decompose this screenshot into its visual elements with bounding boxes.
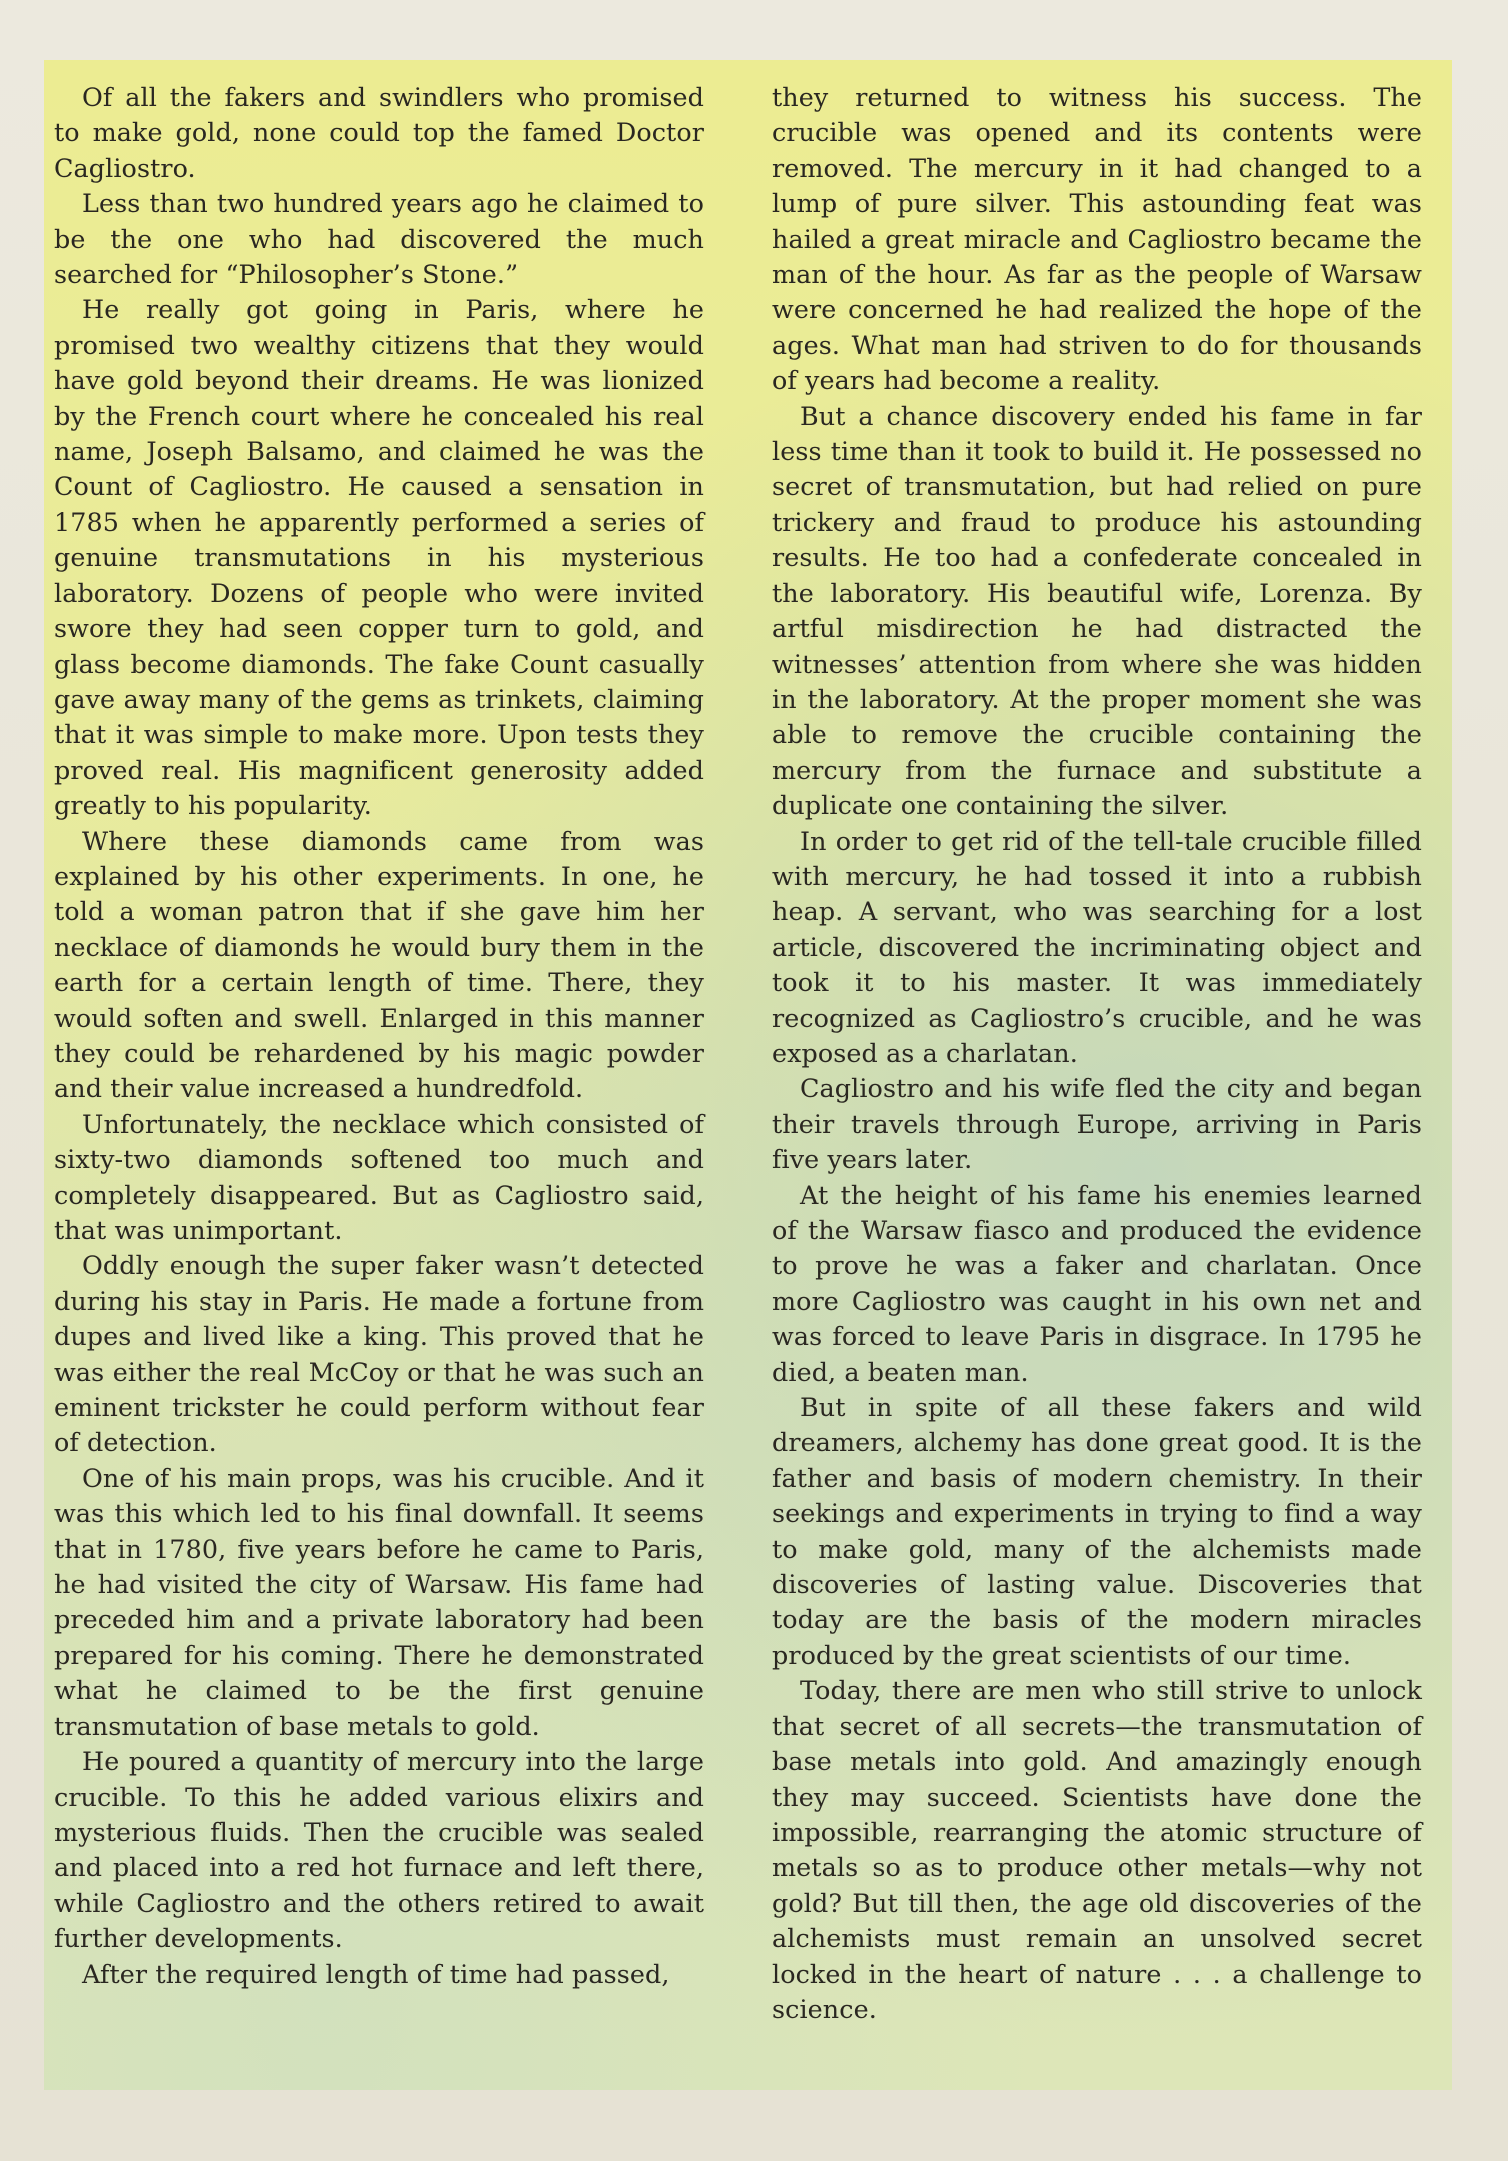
paragraph: He poured a quantity of mercury into the large crucible. To this he added various elixirs and mysterious fluids. Then the crucible was sealed and placed into a red hot furnace and left there, while Cagliostro and the others retired to await further developments. bbox=[54, 1746, 704, 1954]
paragraph: In order to get rid of the tell-tale crucible filled with mercury, he had tossed it into a rubbish heap. A servant, who was searching for a lost article, discovered the incriminating object and took it to his master. It was immediately recognized as Cagliostro’s crucible, and he was exposed as a charlatan. bbox=[772, 825, 1422, 1068]
right-text-column bbox=[772, 80, 1422, 2027]
continued-paragraph: they returned to witness his success. The crucible was opened and its contents were removed. The mercury in it had changed to a lump of pure silver. This astounding feat was hailed a great miracle and Cagliostro became the man of the hour. As far as the people of Warsaw were concerned he had realized the hope of the ages. What man had striven to do for thousands of years had become a reality. bbox=[772, 82, 1422, 396]
paragraph: Where these diamonds came from was explained by his other experiments. In one, he told a woman patron that if she gave him her necklace of diamonds he would bury them in the earth for a certain length of time. There, they would soften and swell. Enlarged in this manner they could be rehardened by his magic powder and their value increased a hundredfold. bbox=[54, 825, 704, 1104]
paragraph: Today, there are men who still strive to unlock that secret of all secrets—the transmutation of base metals into gold. And amazingly enough they may succeed. Scientists have done the impossible, rearranging the atomic structure of metals so as to produce other metals—why not gold? But till then, the age old discoveries of the alchemists must remain an unsolved secret locked in the heart of nature . . . a challenge to science. bbox=[772, 1675, 1422, 2024]
paragraph: Of all the fakers and swindlers who promised to make gold, none could top the famed Doctor Cagliostro. bbox=[54, 82, 704, 183]
paragraph: At the height of his fame his enemies learned of the Warsaw fiasco and produced the evidence to prove he was a faker and charlatan. Once more Cagliostro was caught in his own net and was forced to leave Paris in disgrace. In 1795 he died, a beaten man. bbox=[772, 1179, 1422, 1387]
paragraph: But a chance discovery ended his fame in far less time than it took to build it. He possessed no secret of transmutation, but had relied on pure trickery and fraud to produce his astounding results. He too had a confederate concealed in the laboratory. His beautiful wife, Lorenza. By artful misdirection he had distracted the witnesses’ attention from where she was hidden in the laboratory. At the proper moment she was able to remove the crucible containing the mercury from the furnace and substitute a duplicate one containing the silver. bbox=[772, 400, 1422, 821]
left-text-column bbox=[54, 80, 704, 1992]
paragraph: Unfortunately, the necklace which consisted of sixty-two diamonds softened too much and completely disappeared. But as Cagliostro said, that was unimportant. bbox=[54, 1108, 704, 1245]
paragraph: But in spite of all these fakers and wild dreamers, alchemy has done great good. It is the father and basis of modern chemistry. In their seekings and experiments in trying to find a way to make gold, many of the alchemists made discoveries of lasting value. Discoveries that today are the basis of the modern miracles produced by the great scientists of our time. bbox=[772, 1392, 1422, 1670]
paragraph: After the required length of time had passed, bbox=[82, 1958, 670, 1989]
paragraph: One of his main props, was his crucible. And it was this which led to his final downfall. It seems that in 1780, five years before he came to Paris, he had visited the city of Warsaw. His fame had preceded him and a private laboratory had been prepared for his coming. There he demonstrated what he claimed to be the first genuine transmutation of base metals to gold. bbox=[54, 1462, 704, 1741]
paragraph: Oddly enough the super faker wasn’t detected during his stay in Paris. He made a fortune from dupes and lived like a king. This proved that he was either the real McCoy or that he was such an eminent trickster he could perform without fear of detection. bbox=[54, 1250, 704, 1458]
paragraph: Cagliostro and his wife fled the city and began their travels through Europe, arriving in Paris five years later. bbox=[772, 1073, 1422, 1175]
paragraph: Less than two hundred years ago he claimed to be the one who had discovered the much searched for “Philosopher’s Stone.” bbox=[54, 188, 704, 290]
text-panel bbox=[44, 60, 1452, 2090]
paragraph: He really got going in Paris, where he promised two wealthy citizens that they would have gold beyond their dreams. He was lionized by the French court where he concealed his real name, Joseph Balsamo, and claimed he was the Count of Cagliostro. He caused a sensation in 1785 when he apparently performed a series of genuine transmutations in his mysterious laboratory. Dozens of people who were invited swore they had seen copper turn to gold, and glass become diamonds. The fake Count casually gave away many of the gems as trinkets, claiming that it was simple to make more. Upon tests they proved real. His magnificent generosity added greatly to his popularity. bbox=[54, 294, 704, 821]
